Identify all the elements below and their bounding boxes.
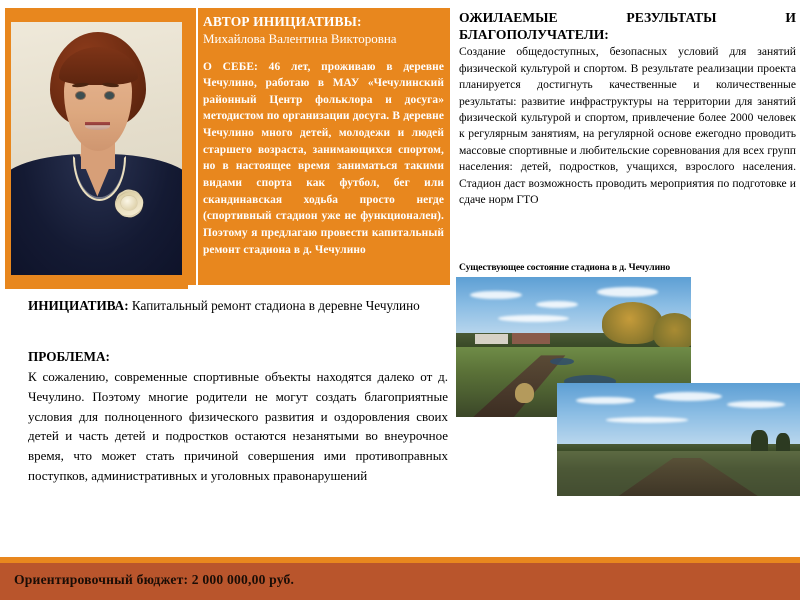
stadium-photos-caption: Существующее состояние стадиона в д. Чечулино (459, 262, 671, 273)
autumn-bush (653, 313, 691, 349)
problem-block (28, 348, 448, 486)
budget-bar (0, 563, 800, 600)
author-name: Михайлова Валентина Викторовна (203, 30, 397, 46)
initiative-block (28, 297, 446, 315)
farm-building (475, 334, 508, 344)
author-portrait-photo (11, 22, 182, 275)
expected-results-block (459, 10, 796, 209)
grass-tuft (515, 383, 534, 403)
cloud-icon (597, 287, 658, 297)
cloud-icon (536, 301, 578, 308)
expected-results-heading: ОЖИЛАЕМЫЕ РЕЗУЛЬТАТЫ И БЛАГОПОЛУЧАТЕЛИ: (459, 10, 796, 42)
puddle (550, 358, 574, 365)
cloud-icon (727, 401, 785, 408)
initiative-text: Капитальный ремонт стадиона в деревне Чечулино (128, 298, 420, 313)
expected-results-text: Создание общедоступных, безопасных условий для занятий физической культурой и спортом. В результате реализации проекта планируется достигнуть качественные и количественные результаты: развитие инфраструктуры на территории для занятий физической культурой и спортом, привлечение более 2000 человек к регулярным занятиям, на регулярной основе ежегодно проводить массовые спортивные и любительские соревнования для всех групп населения: детей, подростков, учащихся, взрослого населения. Стадион даст возможность проводить мероприятия по подготовке и сдаче норм ГТО (459, 45, 796, 207)
problem-text: К сожалению, современные спортивные объекты находятся далеко от д. Чечулино. Поэтому многие родители не могут создать благоприятные условия для полноценного физического развития и оздоровления своих детей и часть детей и подростков остаются незанятыми во внеурочное время, что может стать причиной совершения ими противоправных поступков, административных и уголовных правонарушений (28, 369, 448, 483)
cloud-icon (606, 417, 689, 423)
stadium-photo-2 (557, 383, 800, 496)
author-photo-frame (5, 8, 188, 289)
author-block-divider (196, 8, 198, 285)
author-block-content (203, 14, 444, 258)
portrait-flower-brooch (107, 174, 151, 230)
initiative-label: ИНИЦИАТИВА: (28, 298, 129, 313)
author-info-block (185, 8, 450, 285)
problem-heading: ПРОБЛЕМА: (28, 349, 110, 364)
cloud-icon (498, 315, 569, 322)
initiative-line (28, 297, 446, 315)
budget-text: Ориентировочный бюджет: 2 000 000,00 руб. (14, 572, 295, 587)
portrait-mouth (85, 122, 111, 130)
barn-building (512, 333, 550, 344)
author-heading: АВТОР ИНИЦИАТИВЫ: (203, 14, 362, 29)
author-about-text: О СЕБЕ: 46 лет, проживаю в деревне Чечулино, работаю в МАУ «Чечулинский районный Центр фольклора и досуга» методистом по организации досуга. В деревне Чечулино много детей, молодежи и людей старшего возраста, занимающихся спортом, но в настоящее время заниматься такими видами спорта как футбол, бег или скандинавская ходьба просто негде (спортивный стадион уже не функционален). Поэтому я предлагаю провести капитальный ремонт стадиона в д. Чечулино (203, 60, 444, 256)
